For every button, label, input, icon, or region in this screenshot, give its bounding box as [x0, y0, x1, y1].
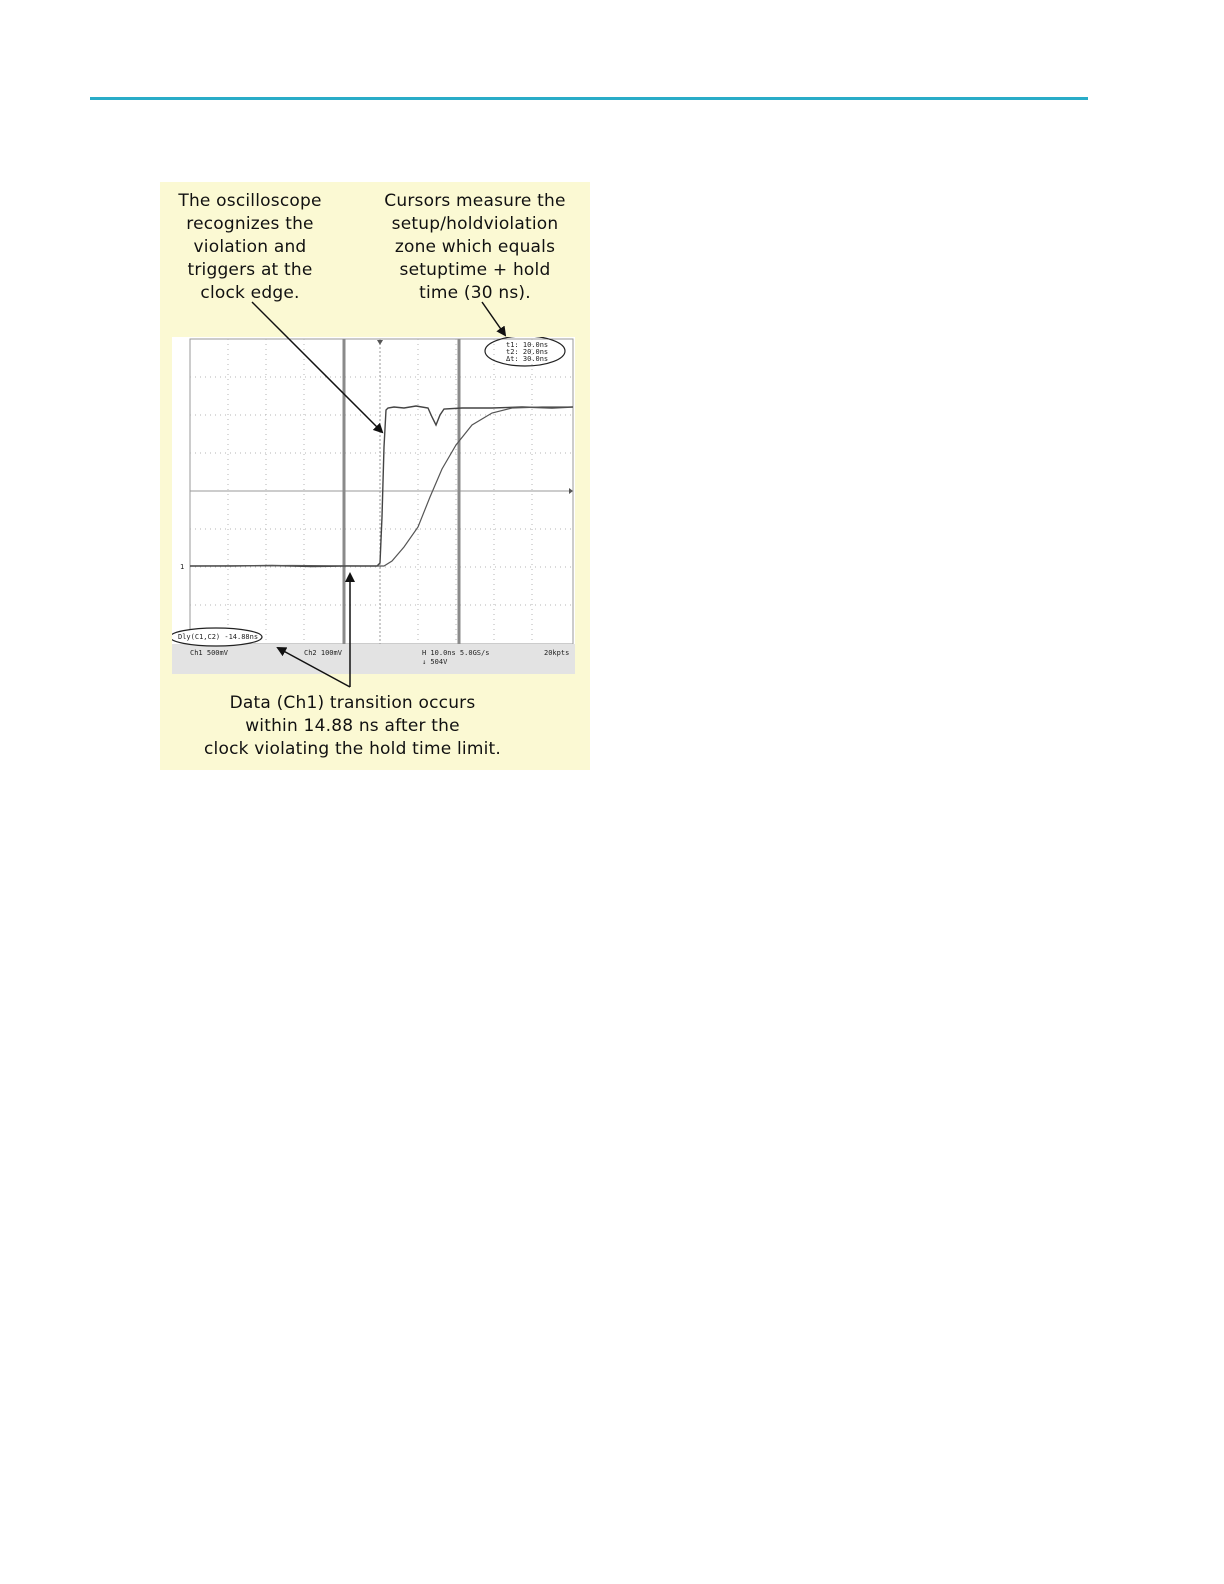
cursor-readout-t1: t1: 10.0ns	[506, 341, 549, 349]
ch1-marker: 1	[180, 563, 185, 571]
callout-data-note	[160, 692, 545, 761]
callout-line: The oscilloscope	[178, 191, 322, 211]
status-ch2: Ch2 100mV	[304, 649, 342, 657]
cursor-readout-dt: Δt: 30.0ns	[506, 355, 549, 363]
delay-readout-arrow	[278, 648, 350, 687]
cursor-readout-t2: t2: 20.0ns	[506, 348, 549, 356]
callout-line: triggers at the	[187, 260, 313, 280]
callout-line: recognizes the	[186, 214, 314, 234]
trigger-arrow	[252, 302, 382, 432]
callout-line: time (30 ns).	[419, 283, 531, 303]
callout-line: violation and	[193, 237, 307, 257]
oscilloscope-figure	[160, 182, 590, 770]
status-right: 20kpts	[544, 649, 570, 657]
callout-line: Cursors measure the	[384, 191, 566, 211]
callout-line: clock violating the hold time limit.	[204, 739, 501, 759]
delay-readout: Dly(C1,C2) -14.88ns	[178, 633, 259, 641]
header-rule	[90, 97, 1088, 100]
cursor-arrow	[482, 302, 505, 335]
callout-line: Data (Ch1) transition occurs	[229, 693, 476, 713]
callout-line: zone which equals	[394, 237, 556, 257]
callout-line: setup/holdviolation	[391, 214, 559, 234]
callout-line: within 14.88 ns after the	[245, 716, 460, 736]
status-trigger: ↓ 504V	[422, 658, 448, 666]
status-horizontal: H 10.0ns 5.0GS/s	[422, 649, 490, 657]
status-ch1: Ch1 500mV	[190, 649, 228, 657]
annotation-arrows	[160, 182, 590, 770]
callout-line: clock edge.	[200, 283, 300, 303]
callout-line: setuptime + hold	[399, 260, 551, 280]
